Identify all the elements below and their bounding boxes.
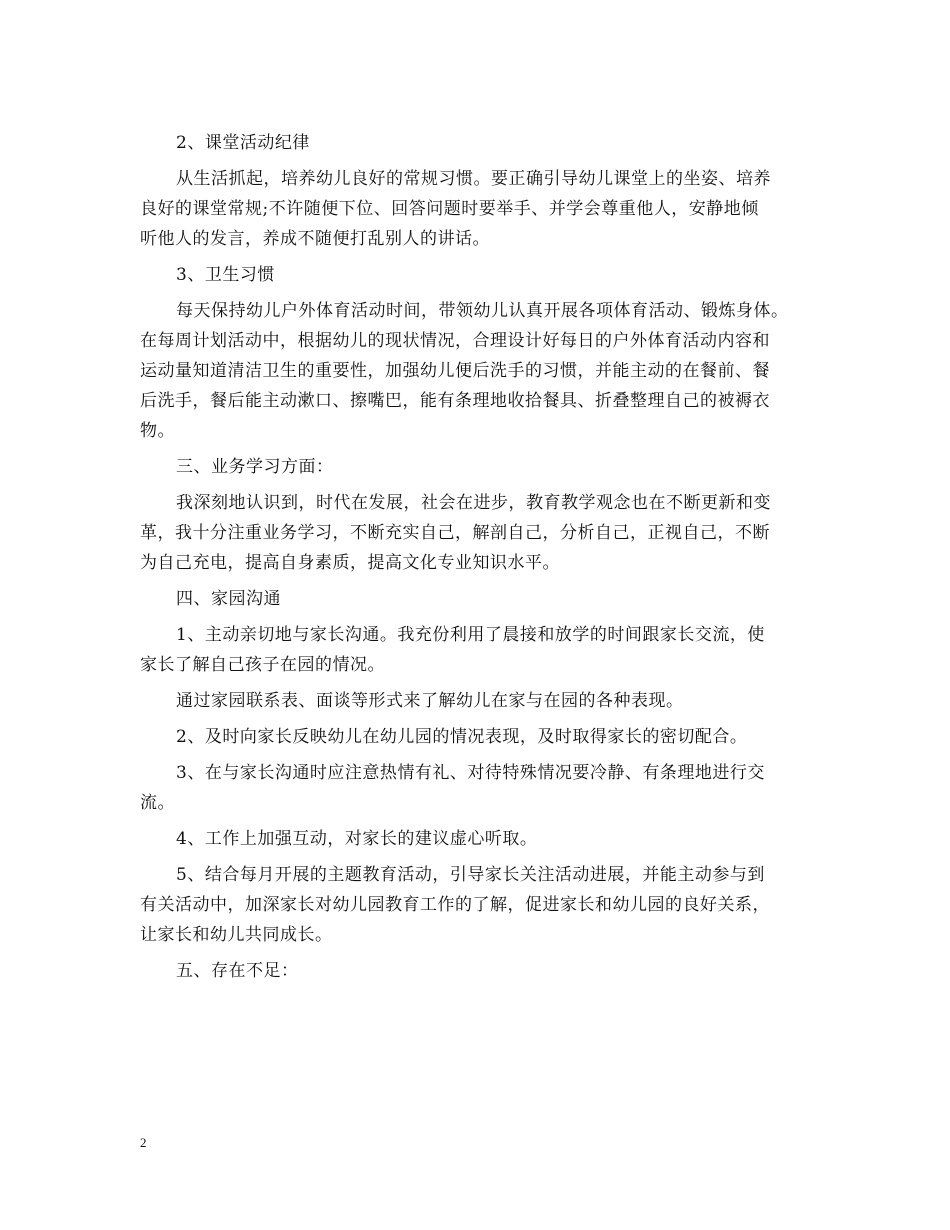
text-line: 良好的课堂常规;不许随便下位、回答问题时要举手、并学会尊重他人，安静地倾 [140, 199, 759, 219]
text-line: 1、主动亲切地与家长沟通。我充份利用了晨接和放学的时间跟家长交流，使 [176, 625, 765, 645]
paragraph-professional-study [140, 488, 840, 578]
text-line: 物。 [140, 421, 175, 441]
text-line: 从生活抓起，培养幼儿良好的常规习惯。要正确引导幼儿课堂上的坐姿、培养 [176, 169, 771, 189]
document-body [140, 128, 840, 992]
text-line: 四、家园沟通 [176, 589, 281, 609]
paragraph-communication-1 [140, 620, 840, 680]
paragraph-communication-contact-form [140, 686, 840, 716]
text-line: 2、及时向家长反映幼儿在幼儿园的情况表现，及时取得家长的密切配合。 [176, 727, 748, 747]
text-line: 4、工作上加强互动，对家长的建议虚心听取。 [176, 829, 538, 849]
text-line: 为自己充电，提高自身素质，提高文化专业知识水平。 [140, 553, 560, 573]
paragraph-classroom-habits [140, 164, 840, 254]
section-heading-home-communication [140, 584, 840, 614]
paragraph-communication-4 [140, 824, 840, 854]
section-heading-professional-study [140, 452, 840, 482]
text-line: 五、存在不足： [176, 961, 299, 981]
text-line: 革，我十分注重业务学习，不断充实自己，解剖自己，分析自己，正视自己，不断 [140, 523, 770, 543]
section-heading-hygiene [140, 260, 840, 290]
page-number: 2 [140, 1135, 147, 1150]
text-line: 3、卫生习惯 [176, 265, 275, 285]
paragraph-communication-3 [140, 758, 840, 818]
text-line: 3、在与家长沟通时应注意热情有礼、对待特殊情况要冷静、有条理地进行交 [176, 763, 765, 783]
text-line: 听他人的发言，养成不随便打乱别人的讲话。 [140, 229, 490, 249]
text-line: 我深刻地认识到，时代在发展，社会在进步，教育教学观念也在不断更新和变 [176, 493, 771, 513]
text-line: 5、结合每月开展的主题教育活动，引导家长关注活动进展，并能主动参与到 [176, 865, 765, 885]
text-line: 在每周计划活动中，根据幼儿的现状情况，合理设计好每日的户外体育活动内容和 [140, 331, 770, 351]
text-line: 有关活动中，加深家长对幼儿园教育工作的了解，促进家长和幼儿园的良好关系， [140, 895, 770, 915]
text-line: 流。 [140, 793, 175, 813]
text-line: 家长了解自己孩子在园的情况。 [140, 655, 385, 675]
text-line: 后洗手，餐后能主动漱口、擦嘴巴，能有条理地收拾餐具、折叠整理自己的被褥衣 [140, 391, 770, 411]
text-line: 每天保持幼儿户外体育活动时间，带领幼儿认真开展各项体育活动、锻炼身体。 [176, 301, 789, 321]
text-line: 运动量知道清洁卫生的重要性，加强幼儿便后洗手的习惯，并能主动的在餐前、餐 [140, 361, 770, 381]
section-heading-shortcomings [140, 956, 840, 986]
paragraph-hygiene [140, 296, 840, 446]
text-line: 通过家园联系表、面谈等形式来了解幼儿在家与在园的各种表现。 [176, 691, 684, 711]
text-line: 2、课堂活动纪律 [176, 133, 310, 153]
text-line: 让家长和幼儿共同成长。 [140, 925, 333, 945]
section-heading-classroom-discipline [140, 128, 840, 158]
paragraph-communication-5 [140, 860, 840, 950]
paragraph-communication-2 [140, 722, 840, 752]
text-line: 三、业务学习方面： [176, 457, 334, 477]
